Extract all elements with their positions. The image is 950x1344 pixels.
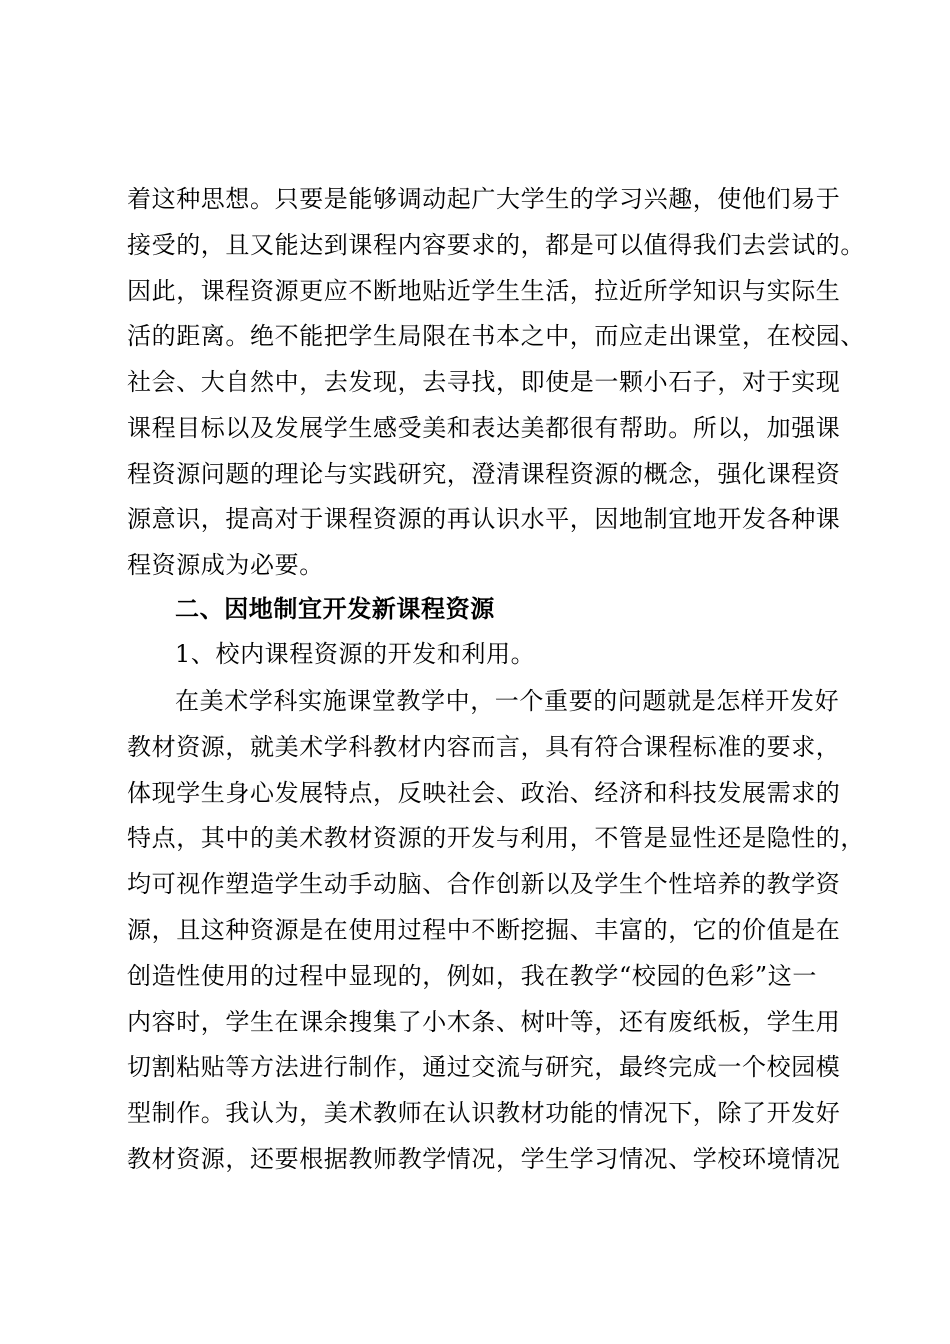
paragraph-line: 特点，其中的美术教材资源的开发与利用，不管是显性还是隐性的， (127, 824, 865, 852)
paragraph-line: 接受的，且又能达到课程内容要求的，都是可以值得我们去尝试的。 (127, 231, 865, 259)
paragraph-line: 程资源成为必要。 (127, 551, 324, 579)
paragraph-line: 切割粘贴等方法进行制作，通过交流与研究，最终完成一个校园模 (127, 1053, 841, 1081)
paragraph-line: 型制作。我认为，美术教师在认识教材功能的情况下，除了开发好 (127, 1099, 841, 1127)
paragraph-line: 教材资源，还要根据教师教学情况，学生学习情况、学校环境情况 (127, 1145, 841, 1173)
paragraph-line: 课程目标以及发展学生感受美和表达美都很有帮助。所以，加强课 (127, 414, 841, 442)
paragraph-line: 内容时，学生在课余搜集了小木条、树叶等，还有废纸板，学生用 (127, 1008, 841, 1036)
paragraph-line: 均可视作塑造学生动手动脑、合作创新以及学生个性培养的教学资 (127, 870, 841, 898)
section-heading: 二、因地制宜开发新课程资源 (175, 595, 495, 623)
paragraph-line: 体现学生身心发展特点，反映社会、政治、经济和科技发展需求的 (127, 779, 841, 807)
paragraph-line: 创造性使用的过程中显现的，例如，我在教学“校园的色彩”这一 (127, 962, 817, 990)
paragraph-line: 因此，课程资源更应不断地贴近学生生活，拉近所学知识与实际生 (127, 277, 841, 305)
paragraph-line: 源，且这种资源是在使用过程中不断挖掘、丰富的，它的价值是在 (127, 916, 841, 944)
paragraph-line: 教材资源，就美术学科教材内容而言，具有符合课程标准的要求， (127, 733, 841, 761)
paragraph-line: 活的距离。绝不能把学生局限在书本之中，而应走出课堂，在校园、 (127, 322, 865, 350)
subsection-heading: 1、校内课程资源的开发和利用。 (175, 640, 536, 668)
paragraph-line: 着这种思想。只要是能够调动起广大学生的学习兴趣，使他们易于 (127, 185, 841, 213)
paragraph-line: 在美术学科实施课堂教学中，一个重要的问题就是怎样开发好 (175, 687, 840, 715)
paragraph-line: 社会、大自然中，去发现，去寻找，即使是一颗小石子，对于实现 (127, 368, 841, 396)
paragraph-line: 源意识，提高对于课程资源的再认识水平，因地制宜地开发各种课 (127, 505, 841, 533)
paragraph-line: 程资源问题的理论与实践研究，澄清课程资源的概念，强化课程资 (127, 460, 841, 488)
